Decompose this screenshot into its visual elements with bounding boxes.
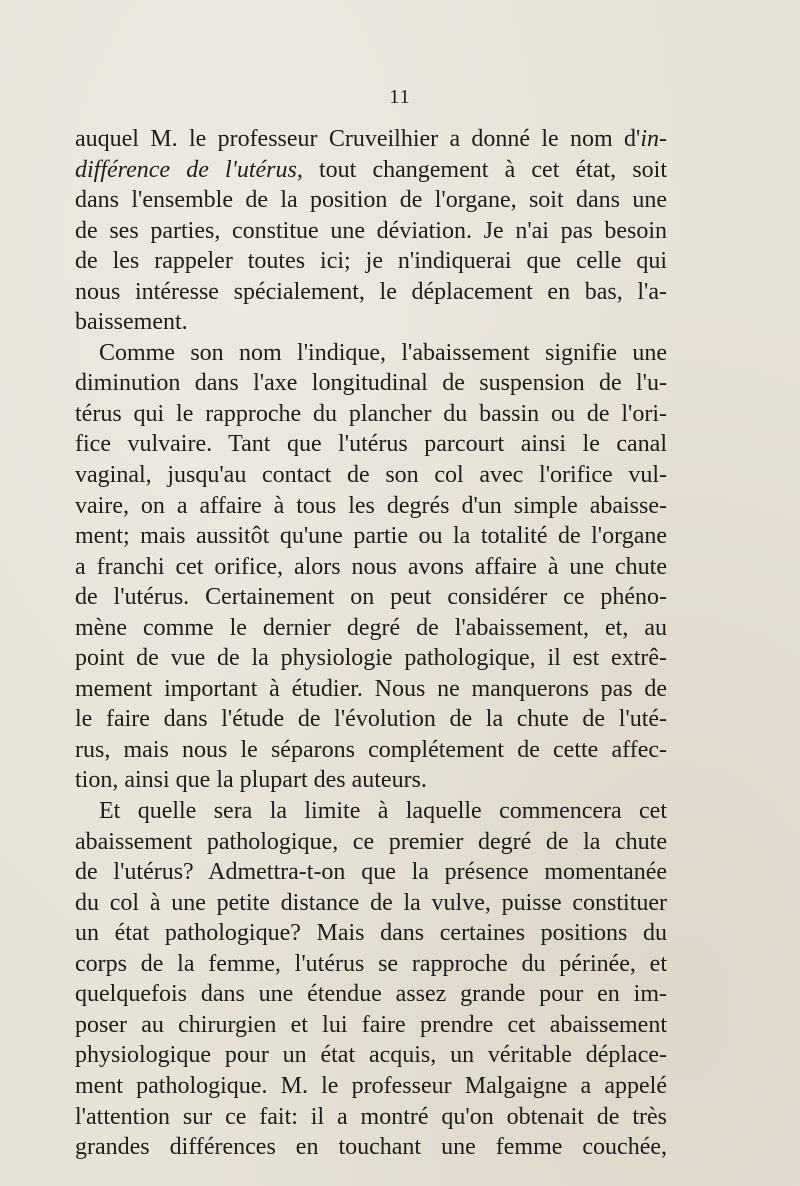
page-number: 11	[389, 86, 411, 108]
text-line	[75, 796, 667, 827]
text-line	[75, 582, 667, 613]
text-segment: du col à une petite distance de la vulve, puisse constituer	[75, 889, 667, 916]
text-line	[75, 155, 667, 186]
text-segment: abaissement pathologique, ce premier degré de la chute	[75, 828, 667, 855]
text-line	[75, 185, 667, 216]
text-segment: baissement.	[75, 309, 188, 336]
text-segment: mement important à étudier. Nous ne manquerons pas de	[75, 675, 667, 702]
body-text	[75, 124, 667, 1163]
text-segment: fice vulvaire. Tant que l'utérus parcourt ainsi le canal	[75, 431, 667, 458]
text-line	[75, 735, 667, 766]
text-segment: de l'utérus? Admettra-t-on que la présence momentanée	[75, 859, 667, 886]
text-segment: de l'utérus. Certainement on peut considérer ce phéno-	[75, 584, 667, 611]
text-segment: l'attention sur ce fait: il a montré qu'on obtenait de très	[75, 1103, 667, 1130]
text-segment: mène comme le dernier degré de l'abaissement, et, au	[75, 614, 667, 641]
text-segment: térus qui le rapproche du plancher du bassin ou de l'ori-	[75, 400, 667, 427]
text-segment: quelquefois dans une étendue assez grande pour en im-	[75, 981, 667, 1008]
text-segment: un état pathologique? Mais dans certaines positions du	[75, 920, 667, 947]
text-line	[75, 643, 667, 674]
text-line	[75, 979, 667, 1010]
text-segment: physiologique pour un état acquis, un véritable déplace-	[75, 1042, 667, 1069]
text-line	[75, 674, 667, 705]
text-line	[75, 399, 667, 430]
text-segment: de ses parties, constitue une déviation. Je n'ai pas besoin	[75, 217, 667, 244]
text-line	[75, 827, 667, 858]
text-segment: rus, mais nous le séparons complétement de cette affec-	[75, 736, 667, 763]
text-line	[75, 124, 667, 155]
text-line	[75, 613, 667, 644]
text-line	[75, 765, 667, 796]
text-line	[75, 1010, 667, 1041]
text-line	[75, 277, 667, 308]
text-segment: grandes différences en touchant une femme couchée,	[75, 1134, 667, 1161]
text-segment: a franchi cet orifice, alors nous avons affaire à une chute	[75, 553, 667, 580]
text-line	[75, 307, 667, 338]
text-line	[75, 429, 667, 460]
text-line	[75, 949, 667, 980]
text-segment: dans l'ensemble de la position de l'organe, soit dans une	[75, 187, 667, 214]
text-segment: le faire dans l'étude de l'évolution de la chute de l'uté-	[75, 706, 667, 733]
text-segment: ment pathologique. M. le professeur Malgaigne a appelé	[75, 1072, 667, 1099]
text-segment: tion, ainsi que la plupart des auteurs.	[75, 767, 427, 794]
text-line	[75, 521, 667, 552]
text-segment: nous intéresse spécialement, le déplacement en bas, l'a-	[75, 278, 667, 305]
text-segment: ment; mais aussitôt qu'une partie ou la totalité de l'organe	[75, 523, 667, 550]
text-segment: point de vue de la physiologie pathologique, il est extrê-	[75, 645, 667, 672]
text-segment: vaire, on a affaire à tous les degrés d'un simple abaisse-	[75, 492, 667, 519]
text-segment: de les rappeler toutes ici; je n'indiquerai que celle qui	[75, 248, 667, 275]
text-segment: auquel M. le professeur Cruveilhier a donné le nom d'	[75, 126, 641, 152]
italic-text: in-	[640, 126, 667, 152]
italic-text: différence de l'utérus,	[75, 156, 303, 183]
text-segment: corps de la femme, l'utérus se rapproche du périnée, et	[75, 950, 667, 977]
text-line	[75, 1132, 667, 1163]
text-line	[75, 918, 667, 949]
text-line	[75, 368, 667, 399]
text-line	[75, 338, 667, 369]
text-segment: Comme son nom l'indique, l'abaissement signifie une	[99, 339, 667, 366]
text-line	[75, 491, 667, 522]
text-line	[75, 246, 667, 277]
text-line	[75, 857, 667, 888]
text-line	[75, 888, 667, 919]
text-line	[75, 1040, 667, 1071]
text-line	[75, 216, 667, 247]
text-line	[75, 460, 667, 491]
text-line	[75, 552, 667, 583]
text-segment: Et quelle sera la limite à laquelle commencera cet	[99, 798, 667, 825]
text-line	[75, 704, 667, 735]
text-segment: diminution dans l'axe longitudinal de suspension de l'u-	[75, 370, 667, 397]
text-line	[75, 1071, 667, 1102]
text-segment: poser au chirurgien et lui faire prendre cet abaissement	[75, 1011, 667, 1038]
text-segment: tout changement à cet état, soit	[302, 156, 667, 183]
text-line	[75, 1102, 667, 1133]
text-segment: vaginal, jusqu'au contact de son col avec l'orifice vul-	[75, 462, 667, 489]
